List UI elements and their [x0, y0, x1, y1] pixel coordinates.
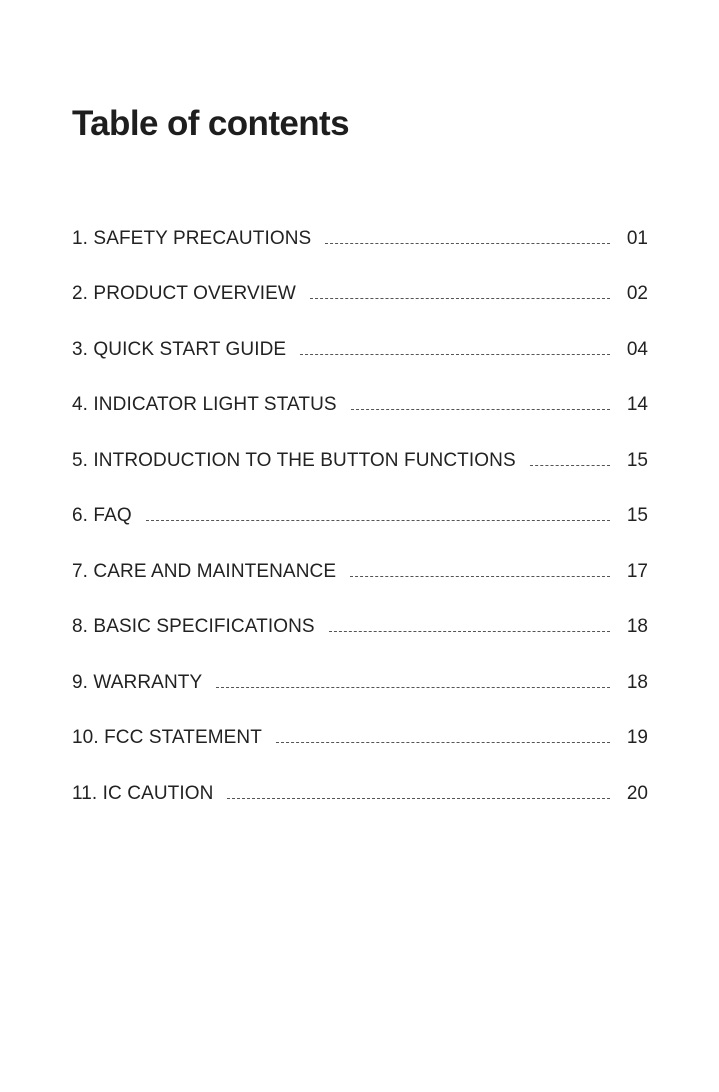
- toc-entry-page: 20: [626, 782, 648, 804]
- dot-leader: [216, 687, 610, 688]
- toc-entry-product-overview[interactable]: [72, 252, 648, 308]
- toc-entry-fcc-statement[interactable]: [72, 696, 648, 752]
- toc-entry-label: 1. SAFETY PRECAUTIONS: [72, 227, 312, 249]
- toc-entry-label: 7. CARE AND MAINTENANCE: [72, 560, 337, 582]
- dot-leader: [325, 243, 610, 244]
- toc-list: [72, 196, 648, 807]
- toc-entry-indicator-light-status[interactable]: [72, 363, 648, 419]
- page-title: Table of contents: [72, 104, 349, 143]
- dot-leader: [350, 576, 610, 577]
- toc-entry-page: 04: [626, 338, 648, 360]
- toc-entry-page: 02: [626, 283, 648, 304]
- toc-entry-label: 3. QUICK START GUIDE: [72, 338, 287, 360]
- dot-leader: [329, 631, 610, 632]
- toc-entry-safety-precautions[interactable]: [72, 196, 648, 252]
- toc-entry-ic-caution[interactable]: [72, 751, 648, 807]
- dot-leader: [530, 465, 610, 466]
- dot-leader: [351, 409, 610, 410]
- toc-entry-label: 2. PRODUCT OVERVIEW: [72, 283, 296, 304]
- dot-leader: [227, 798, 610, 799]
- toc-entry-faq[interactable]: [72, 474, 648, 530]
- toc-entry-page: 18: [626, 616, 648, 637]
- toc-entry-label: 10. FCC STATEMENT: [72, 727, 262, 748]
- dot-leader: [276, 742, 610, 743]
- toc-entry-page: 18: [626, 671, 648, 693]
- toc-entry-quick-start-guide[interactable]: [72, 307, 648, 363]
- dot-leader: [310, 298, 610, 299]
- toc-entry-label: 4. INDICATOR LIGHT STATUS: [72, 394, 337, 415]
- toc-entry-label: 11. IC CAUTION: [72, 782, 214, 804]
- toc-entry-label: 8. BASIC SPECIFICATIONS: [72, 616, 315, 637]
- toc-entry-button-functions[interactable]: [72, 418, 648, 474]
- toc-entry-page: 15: [626, 505, 648, 526]
- toc-entry-label: 9. WARRANTY: [72, 671, 203, 693]
- toc-entry-care-and-maintenance[interactable]: [72, 529, 648, 585]
- dot-leader: [146, 520, 610, 521]
- toc-entry-warranty[interactable]: [72, 640, 648, 696]
- toc-entry-page: 14: [626, 394, 648, 415]
- toc-entry-basic-specifications[interactable]: [72, 585, 648, 641]
- toc-entry-label: 5. INTRODUCTION TO THE BUTTON FUNCTIONS: [72, 449, 516, 471]
- toc-entry-label: 6. FAQ: [72, 505, 132, 526]
- toc-entry-page: 17: [626, 560, 648, 582]
- toc-entry-page: 15: [626, 449, 648, 471]
- dot-leader: [300, 354, 610, 355]
- toc-entry-page: 19: [626, 727, 648, 748]
- toc-entry-page: 01: [626, 227, 648, 249]
